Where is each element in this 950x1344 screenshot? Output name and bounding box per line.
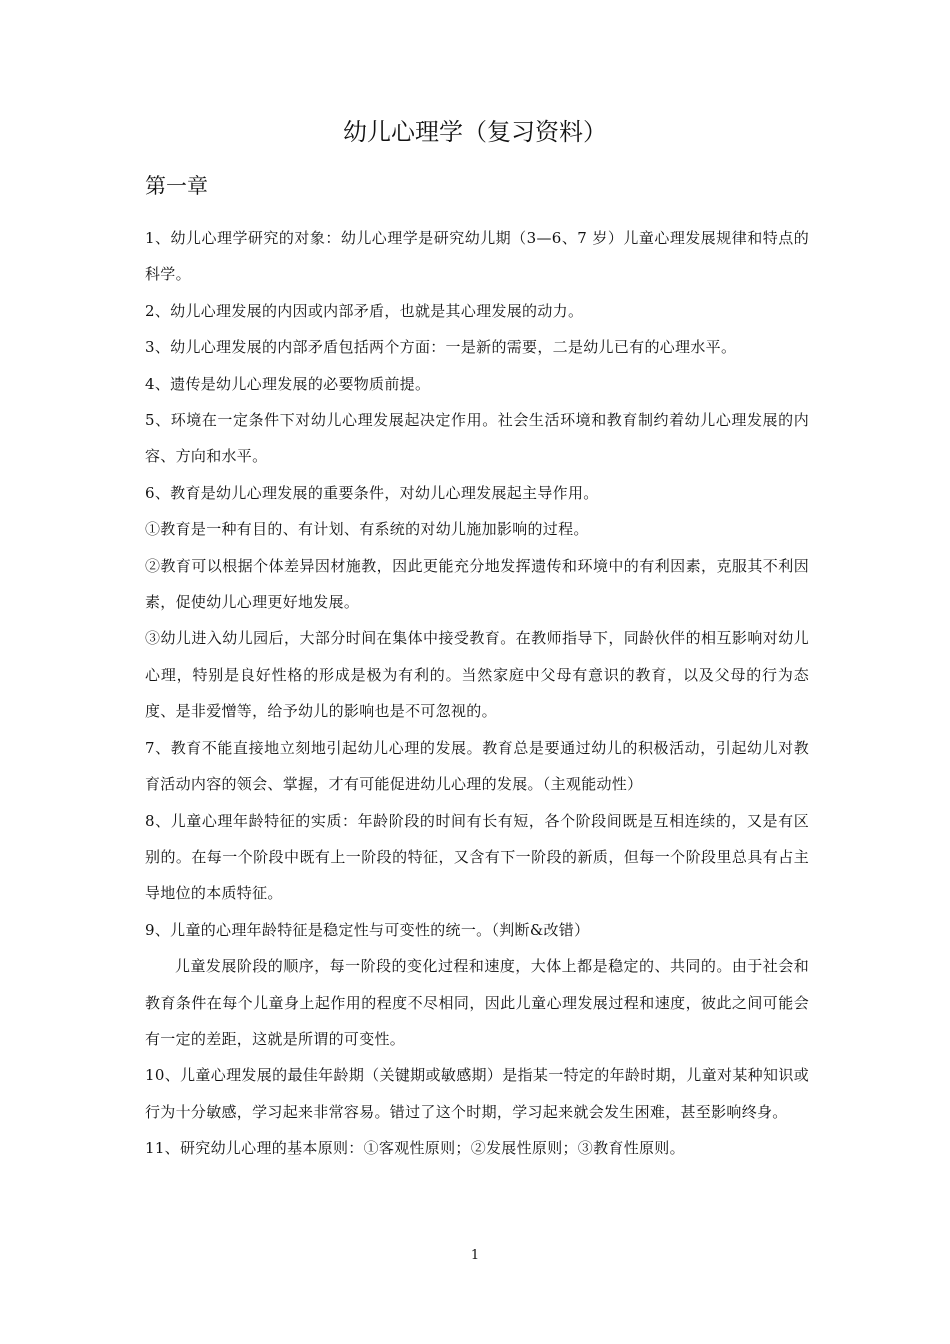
paragraph-9-explanation: 儿童发展阶段的顺序，每一阶段的变化过程和速度，大体上都是稳定的、共同的。由于社会和教育条件在每个儿童身上起作用的程度不尽相同，因此儿童心理发展过程和速度，彼此之间可能会有一定的差距，这就是所谓的可变性。	[145, 957, 809, 1048]
paragraph-10: 10、儿童心理发展的最佳年龄期（关键期或敏感期）是指某一特定的年龄时期，儿童对某种知识或行为十分敏感，学习起来非常容易。错过了这个时期，学习起来就会发生困难，甚至影响终身。	[145, 1066, 809, 1121]
list-item-1: ①教育是一种有目的、有计划、有系统的对幼儿施加影响的过程。	[145, 520, 589, 539]
document-title: 幼儿心理学（复习资料）	[343, 118, 607, 146]
paragraph-4: 4、遗传是幼儿心理发展的必要物质前提。	[145, 374, 431, 393]
paragraph-3: 3、幼儿心理发展的内部矛盾包括两个方面：一是新的需要，二是幼儿已有的心理水平。	[145, 338, 737, 357]
paragraph-11: 11、研究幼儿心理的基本原则：①客观性原则；②发展性原则；③教育性原则。	[145, 1139, 685, 1158]
page-number: 1	[470, 1248, 480, 1263]
paragraph-8: 8、儿童心理年龄特征的实质：年龄阶段的时间有长有短，各个阶段间既是互相连续的，又是有区别的。在每一个阶段中既有上一阶段的特征，又含有下一阶段的新质，但每一个阶段里总具有占主导地位的本质特征。	[145, 811, 809, 903]
paragraph-9: 9、儿童的心理年龄特征是稳定性与可变性的统一。（判断&改错）	[145, 920, 590, 939]
list-item-2: ②教育可以根据个体差异因材施教，因此更能充分地发挥遗传和环境中的有利因素，克服其不利因素，促使幼儿心理更好地发展。	[145, 556, 809, 612]
list-item-3: ③幼儿进入幼儿园后，大部分时间在集体中接受教育。在教师指导下，同龄伙伴的相互影响对幼儿心理，特别是良好性格的形成是极为有利的。当然家庭中父母有意识的教育，以及父母的行为态度、是非爱憎等，给予幼儿的影响也是不可忽视的。	[145, 629, 809, 721]
paragraph-5: 5、环境在一定条件下对幼儿心理发展起决定作用。社会生活环境和教育制约着幼儿心理发展的内容、方向和水平。	[145, 411, 809, 466]
paragraph-2: 2、幼儿心理发展的内因或内部矛盾，也就是其心理发展的动力。	[145, 301, 584, 320]
chapter-heading: 第一章	[145, 174, 208, 198]
paragraph-1: 1、幼儿心理学研究的对象：幼儿心理学是研究幼儿期（3—6、7 岁）儿童心理发展规律和特点的科学。	[145, 229, 809, 284]
paragraph-7: 7、教育不能直接地立刻地引起幼儿心理的发展。教育总是要通过幼儿的积极活动，引起幼儿对教育活动内容的领会、掌握，才有可能促进幼儿心理的发展。（主观能动性）	[145, 738, 809, 794]
paragraph-6: 6、教育是幼儿心理发展的重要条件，对幼儿心理发展起主导作用。	[145, 483, 599, 502]
document-body	[145, 220, 809, 1167]
